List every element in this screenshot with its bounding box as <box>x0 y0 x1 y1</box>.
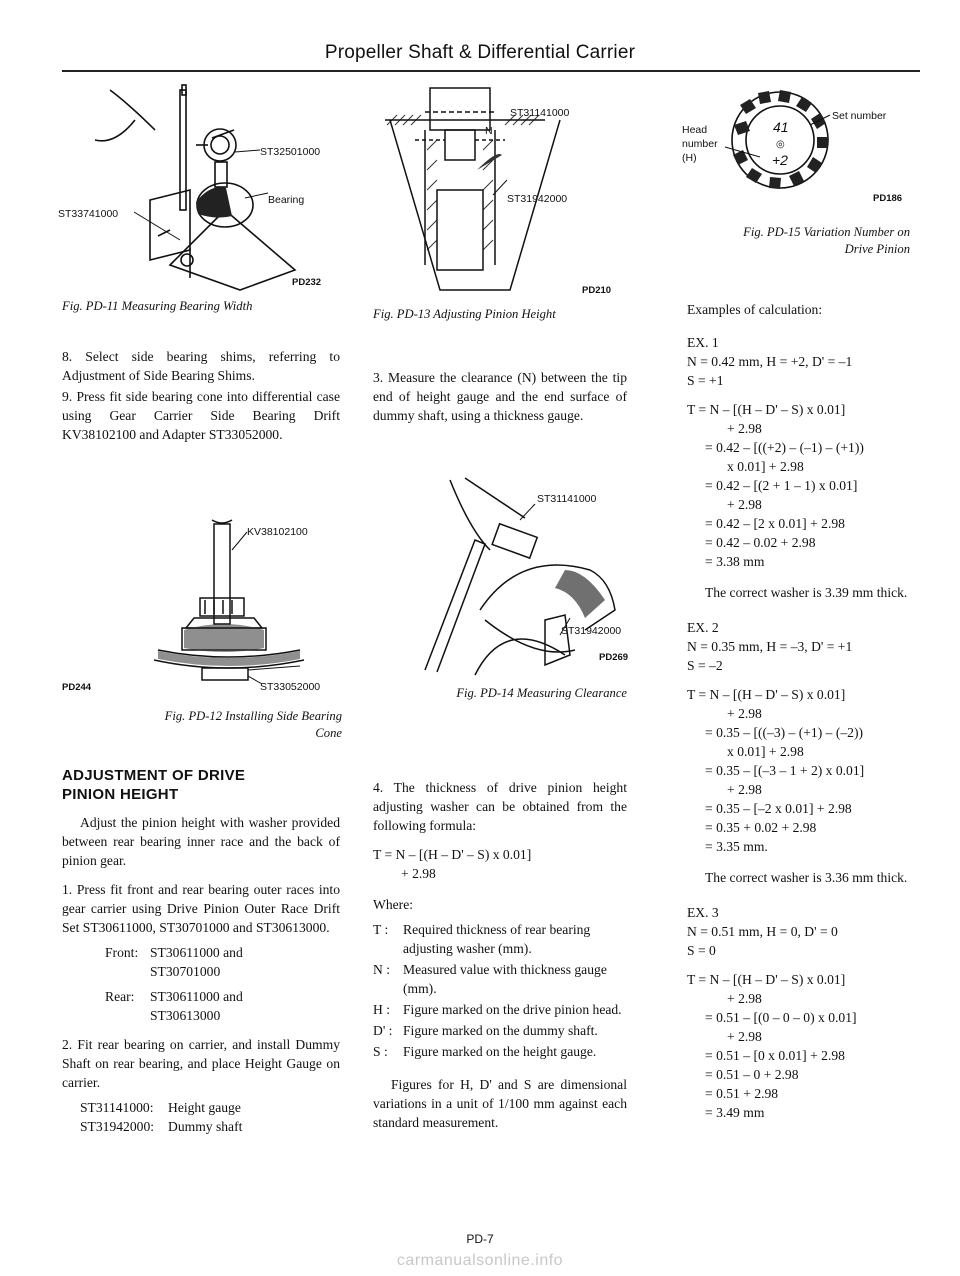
fig-pd15-mark-set: 41 <box>773 119 789 135</box>
ex2-line-2: + 2.98 <box>727 706 762 721</box>
ex3-given1: N = 0.51 mm, H = 0, D' = 0 <box>687 924 838 939</box>
ex1-line-9: = 3.38 mm <box>705 554 765 569</box>
fig-pd15-caption <box>680 224 910 258</box>
fig-pd15-mark-head: +2 <box>772 152 788 168</box>
fig-pd15-caption-line2: Drive Pinion <box>844 242 910 256</box>
tool-a-key: ST31141000: <box>80 1100 154 1115</box>
fig-pd12-label-tool1: KV38102100 <box>247 526 308 538</box>
rear-values <box>150 987 243 1025</box>
dimension-note: Figures for H, D' and S are dimensional variations in a unit of 1/100 mm against each standard measurement. <box>373 1077 627 1130</box>
fig-pd12-label-tool2: ST33052000 <box>260 681 321 693</box>
ex3-line-3: = 0.51 – [(0 – 0 – 0) x 0.01] <box>705 1010 857 1025</box>
section-intro: Adjust the pinion height with washer provided between rear bearing inner race and the back of pinion gear. <box>62 815 340 868</box>
ex3-line-6: = 0.51 – 0 + 2.98 <box>705 1067 799 1082</box>
rear-row <box>62 987 340 1025</box>
definition-t <box>373 920 627 958</box>
definition-n <box>373 960 627 998</box>
definition-h-value: Figure marked on the drive pinion head. <box>403 1002 622 1017</box>
ex3-line-1: T = N – [(H – D' – S) x 0.01] <box>687 972 846 987</box>
header-rule <box>62 70 920 72</box>
step-9: 9. Press fit side bearing cone into differential case using Gear Carrier Side Bearing Drift KV38102100 and Adapter ST33052000. <box>62 389 340 442</box>
examples-heading: Examples of calculation: <box>687 302 823 317</box>
col2-text-a <box>373 368 627 435</box>
ex2-given2: S = –2 <box>687 658 723 673</box>
definition-d-value: Figure marked on the dummy shaft. <box>403 1023 598 1038</box>
front-value-2: ST30701000 <box>150 964 221 979</box>
ex3-line-8: = 3.49 mm <box>705 1105 765 1120</box>
ex1-line-7: = 0.42 – [2 x 0.01] + 2.98 <box>705 516 845 531</box>
fig-pd13-code: PD210 <box>582 285 612 296</box>
fig-pd14-code: PD269 <box>599 652 629 663</box>
ex2-line-6: + 2.98 <box>727 782 762 797</box>
ex1-line-6: + 2.98 <box>727 497 762 512</box>
step-1: 1. Press fit front and rear bearing outer races into gear carrier using Drive Pinion Outer Race Drift Set ST30611000, ST30701000 and ST30613000. <box>62 882 340 935</box>
ex3-formula <box>687 970 922 1122</box>
definition-s-key: S : <box>373 1044 388 1059</box>
step-4: 4. The thickness of drive pinion height adjusting washer can be obtained from the following formula: <box>373 780 627 833</box>
ex3-line-7: = 0.51 + 2.98 <box>705 1086 779 1101</box>
fig-pd11-caption: Fig. PD-11 Measuring Bearing Width <box>62 299 253 313</box>
ex1-result: The correct washer is 3.39 mm thick. <box>705 585 908 600</box>
ex1-line-8: = 0.42 – 0.02 + 2.98 <box>705 535 816 550</box>
front-row <box>62 943 340 981</box>
ex2-line-8: = 0.35 + 0.02 + 2.98 <box>705 820 817 835</box>
ex3-line-2: + 2.98 <box>727 991 762 1006</box>
front-key: Front: <box>105 945 139 960</box>
front-values <box>150 943 243 981</box>
page-number: PD-7 <box>466 1232 494 1246</box>
step-3: 3. Measure the clearance (N) between the tip end of height gauge and the end surface of dummy shaft, using a thickness gauge. <box>373 370 627 423</box>
definition-n-key: N : <box>373 962 390 977</box>
fig-pd14-label-tool1: ST31141000 <box>537 493 597 505</box>
ex3-given2: S = 0 <box>687 943 716 958</box>
fig-pd14-illustration <box>385 470 635 680</box>
fig-pd12-caption-line1: Fig. PD-12 Installing Side Bearing <box>164 709 342 723</box>
tool-a-row <box>62 1098 340 1117</box>
ex3-title: EX. 3 <box>687 905 719 920</box>
ex2-result: The correct washer is 3.36 mm thick. <box>705 870 908 885</box>
ex2-line-7: = 0.35 – [–2 x 0.01] + 2.98 <box>705 801 852 816</box>
tool-b-row <box>62 1117 340 1136</box>
fig-pd12-caption <box>62 708 342 742</box>
step-8: 8. Select side bearing shims, referring to Adjustment of Side Bearing Shims. <box>62 349 340 383</box>
definition-t-key: T : <box>373 922 389 937</box>
fig-pd13-caption: Fig. PD-13 Adjusting Pinion Height <box>373 307 556 321</box>
fig-pd14-label-tool2: ST31942000 <box>561 625 622 637</box>
fig-pd12-illustration <box>62 520 342 700</box>
fig-pd15-label-head3: (H) <box>682 152 697 164</box>
fig-pd12-code: PD244 <box>62 682 92 693</box>
ex3-line-5: = 0.51 – [0 x 0.01] + 2.98 <box>705 1048 845 1063</box>
definitions-list <box>373 920 627 1061</box>
definition-n-value: Measured value with thickness gauge (mm). <box>403 962 607 996</box>
tool-b-value: Dummy shaft <box>168 1119 243 1134</box>
fig-pd15-label-set: Set number <box>832 110 887 122</box>
ex1-given1: N = 0.42 mm, H = +2, D' = –1 <box>687 354 853 369</box>
ex1-line-5: = 0.42 – [(2 + 1 – 1) x 0.01] <box>705 478 858 493</box>
definition-h-key: H : <box>373 1002 390 1017</box>
definition-s <box>373 1042 627 1061</box>
step-2: 2. Fit rear bearing on carrier, and install Dummy Shaft on rear bearing, and place Height Gauge on carrier. <box>62 1037 340 1090</box>
ex2-line-9: = 3.35 mm. <box>705 839 768 854</box>
definition-h <box>373 1000 627 1019</box>
page-header-title: Propeller Shaft & Differential Carrier <box>324 42 636 63</box>
fig-pd13-label-tool2: ST31942000 <box>507 193 568 205</box>
definition-d <box>373 1021 627 1040</box>
ex2-given1: N = 0.35 mm, H = –3, D' = +1 <box>687 639 853 654</box>
fig-pd14-caption: Fig. PD-14 Measuring Clearance <box>456 686 627 700</box>
front-value-1: ST30611000 and <box>150 945 243 960</box>
fig-pd15-center-mark: ◎ <box>776 139 785 150</box>
fig-pd15-illustration <box>680 85 920 215</box>
ex3-line-4: + 2.98 <box>727 1029 762 1044</box>
ex1-title: EX. 1 <box>687 335 719 350</box>
fig-pd11-label-tool1: ST32501000 <box>260 146 321 158</box>
col1-section <box>62 766 340 1136</box>
fig-pd15-label-head2: number <box>682 138 718 150</box>
ex2-title: EX. 2 <box>687 620 719 635</box>
fig-pd11-code: PD232 <box>292 277 322 288</box>
ex2-line-5: = 0.35 – [(–3 – 1 + 2) x 0.01] <box>705 763 865 778</box>
definition-s-value: Figure marked on the height gauge. <box>403 1044 597 1059</box>
rear-value-1: ST30611000 and <box>150 989 243 1004</box>
main-formula <box>373 845 627 883</box>
ex2-line-1: T = N – [(H – D' – S) x 0.01] <box>687 687 846 702</box>
fig-pd11-label-tool2: ST33741000 <box>58 208 119 220</box>
formula-line1: T = N – [(H – D' – S) x 0.01] <box>373 847 532 862</box>
ex2-formula <box>687 685 922 856</box>
fig-pd13-label-tool1: ST31141000 <box>510 107 570 119</box>
ex1-line-3: = 0.42 – [((+2) – (–1) – (+1)) <box>705 440 864 455</box>
fig-pd15-code: PD186 <box>873 193 903 204</box>
formula-line2: + 2.98 <box>401 866 436 881</box>
fig-pd11-label-bearing: Bearing <box>268 194 305 206</box>
fig-pd13-label-n: N <box>485 125 493 137</box>
watermark: carmanualsonline.info <box>396 1252 564 1269</box>
definition-t-value: Required thickness of rear bearing adjusting washer (mm). <box>403 922 591 956</box>
fig-pd12-caption-line2: Cone <box>315 726 342 740</box>
tool-b-key: ST31942000: <box>80 1119 155 1134</box>
fig-pd11-illustration <box>58 80 322 290</box>
col3-examples <box>687 300 922 1122</box>
rear-value-2: ST30613000 <box>150 1008 221 1023</box>
section-heading-line1: ADJUSTMENT OF DRIVE <box>62 767 246 784</box>
where-label: Where: <box>373 897 413 912</box>
fig-pd15-label-head1: Head <box>682 124 708 136</box>
rear-key: Rear: <box>105 989 135 1004</box>
section-heading-line2: PINION HEIGHT <box>62 786 179 803</box>
ex1-line-1: T = N – [(H – D' – S) x 0.01] <box>687 402 846 417</box>
tool-a-value: Height gauge <box>168 1100 241 1115</box>
col2-text-b <box>373 778 627 1142</box>
fig-pd13-illustration <box>365 80 625 295</box>
ex2-line-4: x 0.01] + 2.98 <box>727 744 804 759</box>
definition-d-key: D' : <box>373 1023 393 1038</box>
ex1-line-2: + 2.98 <box>727 421 762 436</box>
ex2-line-3: = 0.35 – [((–3) – (+1) – (–2)) <box>705 725 864 740</box>
col1-text-a <box>62 347 340 454</box>
ex1-formula <box>687 400 922 571</box>
ex1-given2: S = +1 <box>687 373 724 388</box>
ex1-line-4: x 0.01] + 2.98 <box>727 459 804 474</box>
fig-pd15-caption-line1: Fig. PD-15 Variation Number on <box>743 225 910 239</box>
